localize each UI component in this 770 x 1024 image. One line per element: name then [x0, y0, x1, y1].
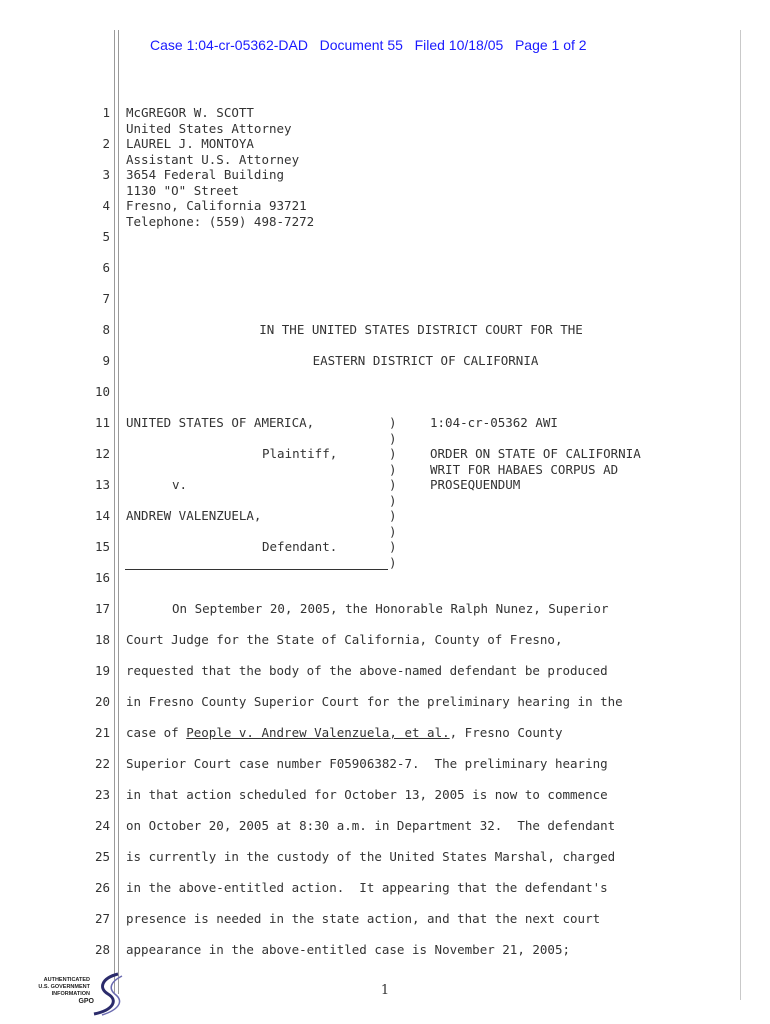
- attorney-line: McGREGOR W. SCOTT: [126, 105, 254, 120]
- body-text: , Fresno County: [449, 725, 563, 740]
- line-number: 24: [94, 818, 110, 833]
- line-number: 3: [102, 167, 110, 182]
- left-rule-2: [118, 30, 119, 994]
- body-line: On September 20, 2005, the Honorable Ralph Nunez, Superior: [172, 601, 609, 616]
- defendant-role: Defendant.: [262, 539, 338, 554]
- body-line: requested that the body of the above-named defendant be produced: [126, 663, 608, 678]
- caption-paren: ): [389, 462, 397, 477]
- body-line: Superior Court case number F05906382-7. The preliminary hearing: [126, 756, 608, 771]
- seal-line: GPO: [78, 998, 94, 1005]
- order-title-line: ORDER ON STATE OF CALIFORNIA: [430, 446, 641, 461]
- right-rule: [740, 30, 741, 1000]
- line-number: 6: [102, 260, 110, 275]
- body-line: in Fresno County Superior Court for the preliminary hearing in the: [126, 694, 623, 709]
- left-rule-1: [114, 30, 115, 994]
- line-number: 28: [94, 942, 110, 957]
- defendant-party: ANDREW VALENZUELA,: [126, 508, 262, 523]
- body-line: presence is needed in the state action, and that the next court: [126, 911, 601, 926]
- line-number: 10: [94, 384, 110, 399]
- case-number: 1:04-cr-05362 AWI: [430, 415, 558, 430]
- caption-paren: ): [389, 431, 397, 446]
- caption-paren: ): [389, 415, 397, 430]
- case-citation: People v. Andrew Valenzuela, et al.: [186, 725, 450, 740]
- line-number: 27: [94, 911, 110, 926]
- line-number: 9: [102, 353, 110, 368]
- order-title-line: PROSEQUENDUM: [430, 477, 521, 492]
- caption-paren: ): [389, 493, 397, 508]
- body-line: appearance in the above-entitled case is November 21, 2005;: [126, 942, 571, 957]
- versus: v.: [172, 477, 188, 492]
- line-number: 18: [94, 632, 110, 647]
- line-number: 25: [94, 849, 110, 864]
- attorney-line: LAUREL J. MONTOYA: [126, 136, 254, 151]
- attorney-line: Telephone: (559) 498-7272: [126, 214, 315, 229]
- line-number: 5: [102, 229, 110, 244]
- seal-line: INFORMATION: [51, 991, 90, 997]
- body-line: [126, 725, 563, 740]
- body-line: in the above-entitled action. It appearing that the defendant's: [126, 880, 608, 895]
- body-line: is currently in the custody of the United States Marshal, charged: [126, 849, 616, 864]
- caption-paren: ): [389, 524, 397, 539]
- caption-paren: ): [389, 555, 397, 570]
- line-number: 8: [102, 322, 110, 337]
- case-header: Case 1:04-cr-05362-DAD Document 55 Filed 10/18/05 Page 1 of 2: [150, 37, 587, 53]
- attorney-line: Assistant U.S. Attorney: [126, 152, 300, 167]
- attorney-line: 3654 Federal Building: [126, 167, 285, 182]
- court-heading-line-1: IN THE UNITED STATES DISTRICT COURT FOR THE: [259, 322, 583, 337]
- caption-paren: ): [389, 446, 397, 461]
- line-number: 13: [94, 477, 110, 492]
- page-number: 1: [380, 983, 390, 998]
- line-number: 1: [102, 105, 110, 120]
- line-number: 22: [94, 756, 110, 771]
- caption-paren: ): [389, 539, 397, 554]
- attorney-line: Fresno, California 93721: [126, 198, 307, 213]
- attorney-line: 1130 "O" Street: [126, 183, 239, 198]
- line-number: 16: [94, 570, 110, 585]
- gpo-authentication-seal-icon: [32, 972, 132, 1016]
- line-number: 12: [94, 446, 110, 461]
- line-number: 20: [94, 694, 110, 709]
- caption-paren: ): [389, 477, 397, 492]
- line-number: 14: [94, 508, 110, 523]
- court-heading-line-2: EASTERN DISTRICT OF CALIFORNIA: [312, 353, 539, 368]
- line-number: 21: [94, 725, 110, 740]
- line-number: 15: [94, 539, 110, 554]
- line-number: 19: [94, 663, 110, 678]
- line-number: 26: [94, 880, 110, 895]
- line-number: 7: [102, 291, 110, 306]
- seal-line: AUTHENTICATED: [43, 977, 90, 983]
- line-number: 2: [102, 136, 110, 151]
- line-number: 4: [102, 198, 110, 213]
- plaintiff-party: UNITED STATES OF AMERICA,: [126, 415, 315, 430]
- order-title-line: WRIT FOR HABAES CORPUS AD: [430, 462, 619, 477]
- body-line: in that action scheduled for October 13, 2005 is now to commence: [126, 787, 608, 802]
- body-line: on October 20, 2005 at 8:30 a.m. in Department 32. The defendant: [126, 818, 616, 833]
- seal-line: U.S. GOVERNMENT: [38, 984, 90, 990]
- attorney-line: United States Attorney: [126, 121, 292, 136]
- caption-underline: [125, 569, 388, 570]
- body-line: Court Judge for the State of California, County of Fresno,: [126, 632, 563, 647]
- caption-paren: ): [389, 508, 397, 523]
- line-number: 11: [94, 415, 110, 430]
- line-number: 17: [94, 601, 110, 616]
- plaintiff-role: Plaintiff,: [262, 446, 338, 461]
- line-number: 23: [94, 787, 110, 802]
- body-text: case of: [126, 725, 187, 740]
